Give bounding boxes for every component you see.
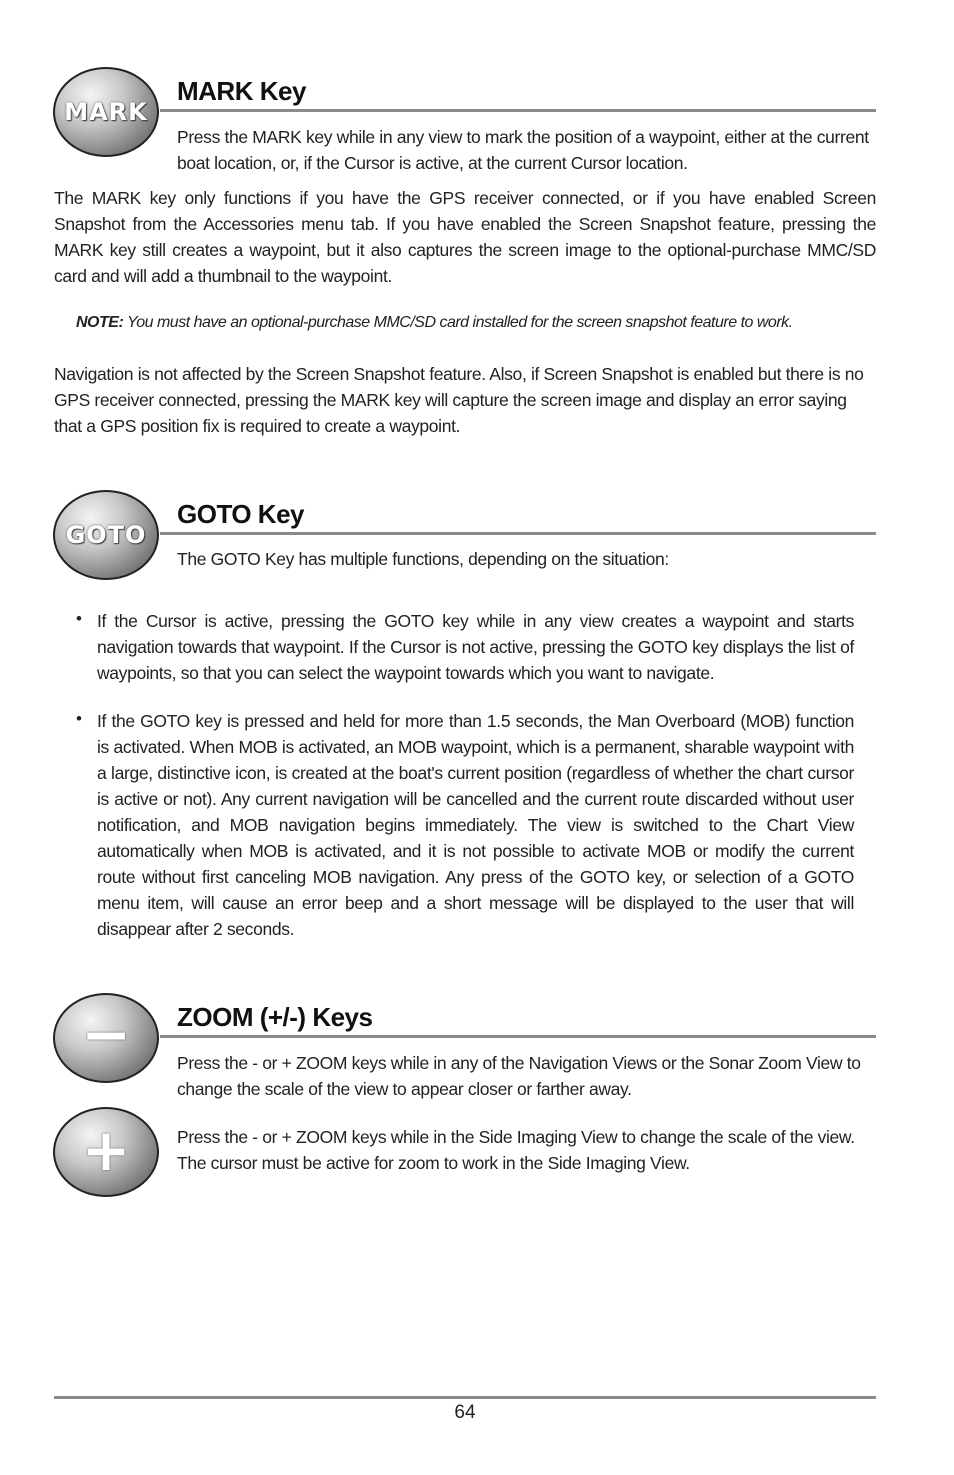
mark-key-icon	[53, 67, 159, 157]
mark-paragraph-1: The MARK key only functions if you have the GPS receiver connected, or if you have enabled Screen Snapshot from the Accessories menu tab. If you have enabled the Screen Snapshot feature, pressing the MARK key still creates a waypoint, but it also captures the screen image to the optional-purchase MMC/SD card and will add a thumbnail to the waypoint.	[54, 188, 876, 286]
minus-icon: −	[80, 1000, 132, 1070]
mark-paragraph-2: Navigation is not affected by the Screen Snapshot feature. Also, if Screen Snapshot is enabled but there is no GPS receiver connected, pressing the MARK key will capture the screen image and display an error saying that a GPS position fix is required to create a waypoint.	[54, 364, 864, 436]
mark-key-icon-label: MARK	[64, 98, 148, 126]
zoom-paragraph-2: Press the - or + ZOOM keys while in the Side Imaging View to change the scale of the view. The cursor must be active for zoom to work in the Side Imaging View.	[177, 1127, 855, 1173]
zoom-heading-rule	[160, 1035, 876, 1038]
goto-heading-rule	[160, 532, 876, 535]
bullet-marker: •	[76, 609, 82, 628]
page-number: 64	[454, 1402, 476, 1423]
goto-intro-text: The GOTO Key has multiple functions, depending on the situation:	[177, 549, 669, 569]
mark-note	[76, 310, 876, 336]
bullet-marker: •	[76, 709, 82, 728]
zoom-plus-key-icon	[53, 1107, 159, 1197]
goto-bullet-1: If the Cursor is active, pressing the GOTO key while in any view creates a waypoint and starts navigation towards that waypoint. If the Cursor is not active, pressing the GOTO key displays the list of waypoints, so that you can select the waypoint towards which you want to navigate.	[97, 611, 854, 683]
plus-icon: +	[81, 1116, 131, 1184]
goto-key-icon-label: GOTO	[65, 521, 147, 549]
note-text: You must have an optional-purchase MMC/SD card installed for the screen snapshot feature to work.	[123, 314, 793, 331]
zoom-paragraph-1: Press the - or + ZOOM keys while in any of the Navigation Views or the Sonar Zoom View to change the scale of the view to appear closer or farther away.	[177, 1053, 861, 1099]
note-label: NOTE:	[76, 314, 124, 331]
mark-intro-text: Press the MARK key while in any view to mark the position of a waypoint, either at the current boat location, or, if the Cursor is active, at the current Cursor location.	[177, 127, 869, 173]
mark-key-heading: MARK Key	[177, 76, 306, 106]
zoom-keys-heading: ZOOM (+/-) Keys	[177, 1002, 373, 1032]
zoom-minus-key-icon	[53, 993, 159, 1083]
goto-key-heading: GOTO Key	[177, 499, 305, 529]
goto-key-icon	[53, 490, 159, 580]
goto-bullet-2: If the GOTO key is pressed and held for more than 1.5 seconds, the Man Overboard (MOB) function is activated. When MOB is activated, an MOB waypoint, which is a permanent, sharable waypoint with a large, distinctive icon, is created at the boat's current position (regardless of whether the chart cursor is active or not). Any current navigation will be cancelled and the current route discarded without user notification, and MOB navigation begins immediately. The view is switched to the Chart View automatically when MOB is activated, and it is not possible to activate MOB or modify the current route without first canceling MOB navigation. Any press of the GOTO key, or selection of a GOTO menu item, will cause an error beep and a short message will be displayed to the user that will disappear after 2 seconds.	[97, 711, 854, 939]
mark-heading-rule	[160, 109, 876, 112]
footer-rule	[54, 1396, 876, 1399]
